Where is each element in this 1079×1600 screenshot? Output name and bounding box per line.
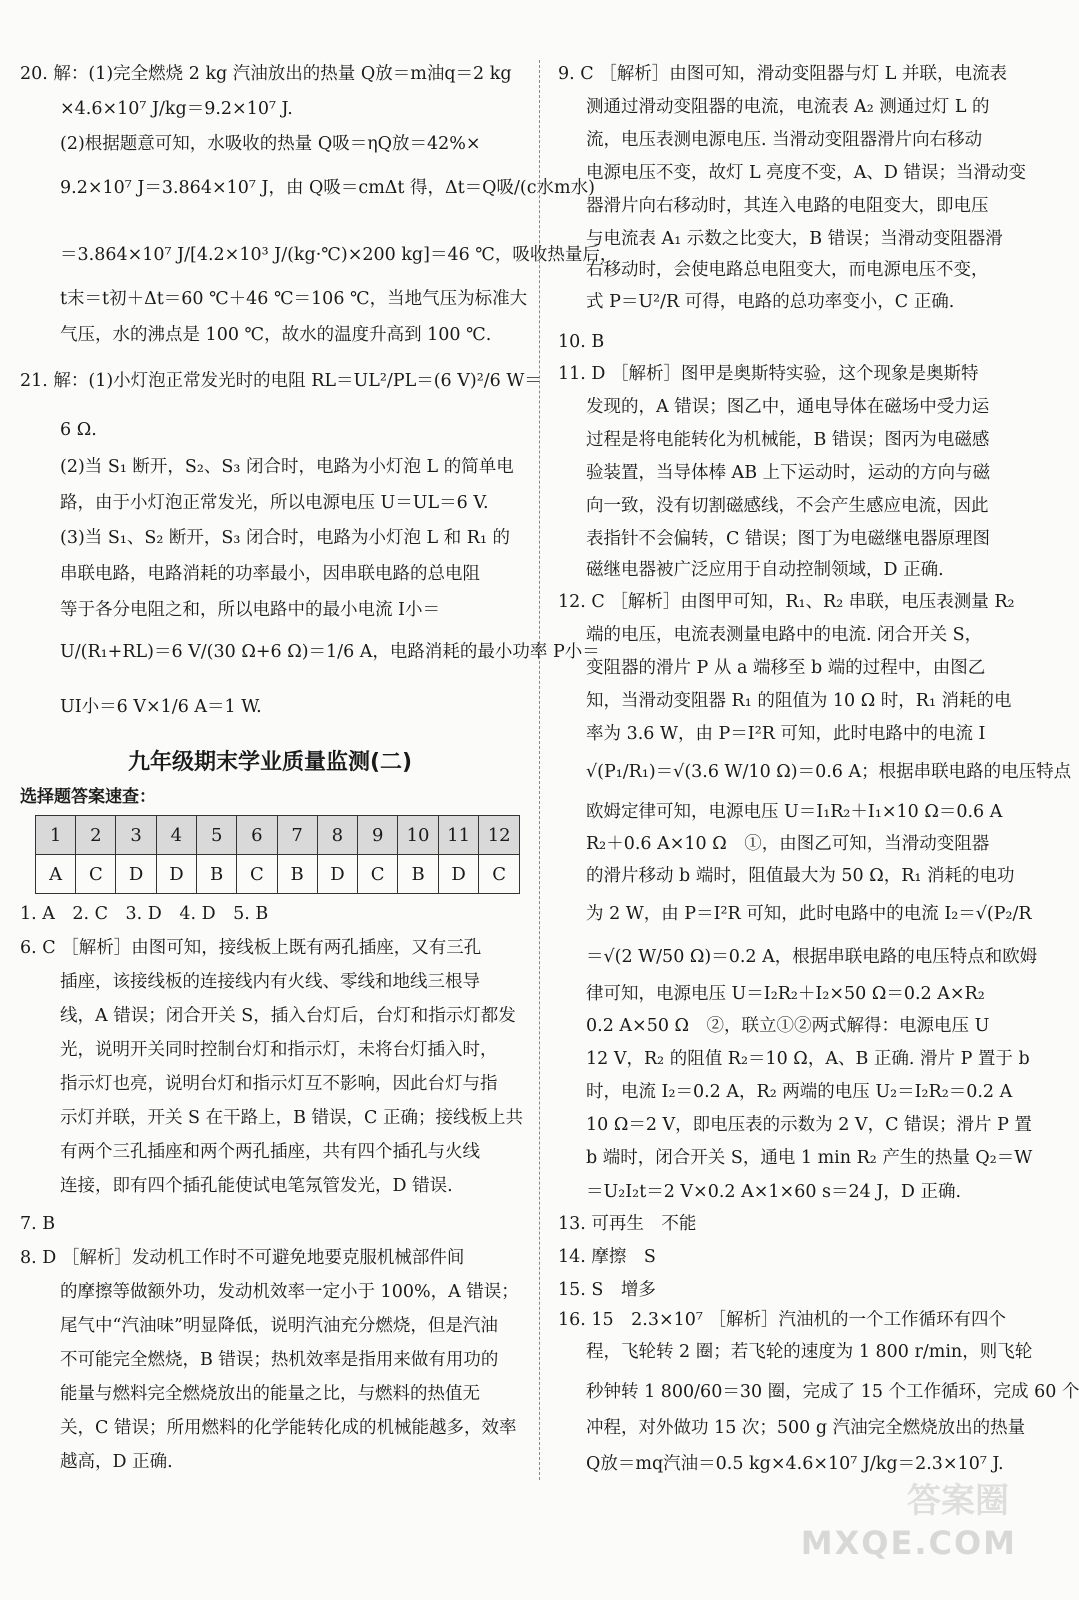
question-number-cell: 3 (116, 816, 156, 855)
text-line: 光，说明开关同时控制台灯和指示灯，未将台灯插入时， (60, 1040, 498, 1060)
question-number-cell: 6 (237, 816, 277, 855)
text-line: 串联电路，电路消耗的功率最小，因串联电路的总电阻 (60, 564, 480, 584)
text-line: 插座，该接线板的连接线内有火线、零线和地线三根导 (60, 972, 480, 992)
text-line: 流，电压表测电源电压. 当滑动变阻器滑片向右移动 (586, 130, 983, 150)
question-number-cell: 10 (398, 816, 439, 855)
text-line: 指示灯也亮，说明台灯和指示灯互不影响，因此台灯与指 (60, 1074, 498, 1094)
text-line: 式 P＝U²/R 可得，电路的总功率变小，C 正确. (586, 292, 955, 312)
text-line: 为 2 W，由 P＝I²R 可知，此时电路中的电流 I₂＝√(P₂/R (586, 904, 1032, 924)
text-line: 10. B (558, 332, 605, 352)
answer-cell: B (277, 855, 317, 894)
answer-cell: D (438, 855, 479, 894)
text-line: 1. A 2. C 3. D 4. D 5. B (20, 904, 269, 924)
question-number-cell: 12 (479, 816, 520, 855)
text-line: 向一致，没有切割磁感线，不会产生感应电流，因此 (586, 496, 989, 516)
right-column (558, 0, 1079, 1600)
question-number-cell: 1 (36, 816, 76, 855)
text-line: 端的电压，电流表测量电路中的电流. 闭合开关 S， (586, 625, 983, 645)
text-line: 13. 可再生 不能 (558, 1214, 697, 1234)
question-number-cell: 4 (156, 816, 196, 855)
text-line: 关，C 错误；所用燃料的化学能转化成的机械能越多，效率 (60, 1418, 517, 1438)
text-line: 10 Ω＝2 V，即电压表的示数为 2 V，C 错误；滑片 P 置 (586, 1115, 1032, 1135)
section-title: 九年级期末学业质量监测(二) (127, 750, 413, 775)
text-line: b 端时，闭合开关 S，通电 1 min R₂ 产生的热量 Q₂＝W (586, 1148, 1033, 1168)
column-divider (539, 60, 540, 1480)
text-line: 20. 解：(1)完全燃烧 2 kg 汽油放出的热量 Q放＝m油q＝2 kg (20, 64, 512, 84)
text-line: 12. C ［解析］由图甲可知，R₁、R₂ 串联，电压表测量 R₂ (558, 592, 1015, 612)
text-line: 16. 15 2.3×10⁷ ［解析］汽油机的一个工作循环有四个 (558, 1310, 1007, 1330)
watermark-text-bottom: MXQE.COM (800, 1524, 1017, 1562)
text-line: 路，由于小灯泡正常发光，所以电源电压 U＝UL＝6 V. (60, 493, 489, 513)
text-line: U/(R₁+RL)＝6 V/(30 Ω+6 Ω)＝1/6 A，电路消耗的最小功率 P小＝ (60, 642, 600, 662)
text-line: (3)当 S₁、S₂ 断开，S₃ 闭合时，电路为小灯泡 L 和 R₁ 的 (60, 528, 511, 548)
text-line: R₂＋0.6 A×10 Ω ①，由图乙可知，当滑动变阻器 (586, 834, 990, 854)
text-line: 气压，水的沸点是 100 ℃，故水的温度升高到 100 ℃. (60, 325, 492, 345)
text-line: 越高，D 正确. (60, 1452, 173, 1472)
text-line: 知，当滑动变阻器 R₁ 的阻值为 10 Ω 时，R₁ 消耗的电 (586, 691, 1012, 711)
text-line: 的滑片移动 b 端时，阻值最大为 50 Ω，R₁ 消耗的电功 (586, 866, 1015, 886)
text-line: 程，飞轮转 2 圈；若飞轮的速度为 1 800 r/min，则飞轮 (586, 1342, 1033, 1362)
text-line: 测通过滑动变阻器的电流，电流表 A₂ 测通过灯 L 的 (586, 97, 990, 117)
watermark-logo (800, 1480, 1039, 1580)
text-line: 有两个三孔插座和两个两孔插座，共有四个插孔与火线 (60, 1142, 480, 1162)
answer-table (35, 815, 520, 894)
answer-cell: D (156, 855, 196, 894)
text-line: 线，A 错误；闭合开关 S，插入台灯后，台灯和指示灯都发 (60, 1006, 516, 1026)
answer-cell: D (317, 855, 357, 894)
text-line: 磁继电器被广泛应用于自动控制领域，D 正确. (586, 560, 944, 580)
text-line: 7. B (20, 1214, 56, 1234)
answer-cell: A (36, 855, 76, 894)
text-line: 能量与燃料完全燃烧放出的能量之比，与燃料的热值无 (60, 1384, 480, 1404)
text-line: 14. 摩擦 S (558, 1247, 656, 1267)
text-line: 8. D ［解析］发动机工作时不可避免地要克服机械部件间 (20, 1248, 465, 1268)
text-line: ×4.6×10⁷ J/kg＝9.2×10⁷ J. (60, 99, 293, 119)
text-line: 时，电流 I₂＝0.2 A，R₂ 两端的电压 U₂＝I₂R₂＝0.2 A (586, 1082, 1013, 1102)
question-number-cell: 7 (277, 816, 317, 855)
question-number-cell: 9 (358, 816, 398, 855)
text-line: 11. D ［解析］图甲是奥斯特实验，这个现象是奥斯特 (558, 364, 979, 384)
text-line: 器滑片向右移动时，其连入电路的电阻变大，即电压 (586, 196, 989, 216)
answer-cell: B (197, 855, 237, 894)
text-line: 秒钟转 1 800/60＝30 圈，完成了 15 个工作循环，完成 60 个 (586, 1382, 1079, 1402)
text-line: ＝√(2 W/50 Ω)＝0.2 A，根据串联电路的电压特点和欧姆 (586, 947, 1038, 967)
text-line: 发现的，A 错误；图乙中，通电导体在磁场中受力运 (586, 397, 990, 417)
text-line: 不可能完全燃烧，B 错误；热机效率是指用来做有用功的 (60, 1350, 499, 1370)
text-line: ＝3.864×10⁷ J/[4.2×10³ J/(kg·℃)×200 kg]＝46 ℃，吸收热量后， (60, 245, 618, 265)
text-line: t末＝t初＋Δt＝60 ℃＋46 ℃＝106 ℃，当地气压为标准大 (60, 289, 528, 309)
text-line: 冲程，对外做功 15 次；500 g 汽油完全燃烧放出的热量 (586, 1418, 1026, 1438)
text-line: 右移动时，会使电路总电阻变大，而电源电压不变， (586, 260, 989, 280)
answer-cell: D (116, 855, 156, 894)
answer-cell: C (358, 855, 398, 894)
text-line: 过程是将电能转化为机械能，B 错误；图丙为电磁感 (586, 430, 990, 450)
watermark-text-top: 答案圈 (907, 1481, 1009, 1521)
answer-table-answer-row (36, 855, 520, 894)
text-line: 电源电压不变，故灯 L 亮度不变，A、D 错误；当滑动变 (586, 163, 1026, 183)
answer-table-header-row (36, 816, 520, 855)
text-line: 示灯并联，开关 S 在干路上，B 错误，C 正确；接线板上共 (60, 1108, 523, 1128)
text-line: √(P₁/R₁)＝√(3.6 W/10 Ω)＝0.6 A；根据串联电路的电压特点 (586, 762, 1072, 782)
text-line: 律可知，电源电压 U＝I₂R₂＋I₂×50 Ω＝0.2 A×R₂ (586, 984, 985, 1004)
text-line: 6 Ω. (60, 420, 97, 440)
text-line: 9.2×10⁷ J＝3.864×10⁷ J，由 Q吸＝cmΔt 得，Δt＝Q吸/(c水m水) (60, 178, 595, 198)
text-line: UI小＝6 V×1/6 A＝1 W. (60, 697, 262, 717)
text-line: 6. C ［解析］由图可知，接线板上既有两孔插座，又有三孔 (20, 938, 482, 958)
text-line: (2)根据题意可知，水吸收的热量 Q吸＝ηQ放＝42%× (60, 134, 481, 154)
text-line: 与电流表 A₁ 示数之比变大，B 错误；当滑动变阻器滑 (586, 229, 1003, 249)
answer-cell: C (237, 855, 277, 894)
text-line: 表指针不会偏转，C 错误；图丁为电磁继电器原理图 (586, 529, 990, 549)
text-line: ＝U₂I₂t＝2 V×0.2 A×1×60 s＝24 J，D 正确. (586, 1182, 962, 1202)
text-line: (2)当 S₁ 断开，S₂、S₃ 闭合时，电路为小灯泡 L 的简单电 (60, 457, 514, 477)
text-line: 21. 解：(1)小灯泡正常发光时的电阻 RL＝UL²/PL＝(6 V)²/6 W＝ (20, 371, 542, 391)
text-line: 尾气中“汽油味”明显降低，说明汽油充分燃烧，但是汽油 (60, 1316, 498, 1336)
text-line: 0.2 A×50 Ω ②，联立①②两式解得：电源电压 U (586, 1016, 990, 1036)
quick-check-label: 选择题答案速查： (20, 787, 156, 807)
answer-cell: B (398, 855, 439, 894)
text-line: 验装置，当导体棒 AB 上下运动时，运动的方向与磁 (586, 463, 991, 483)
text-line: 15. S 增多 (558, 1280, 656, 1300)
text-line: Q放＝mq汽油＝0.5 kg×4.6×10⁷ J/kg＝2.3×10⁷ J. (586, 1454, 1004, 1474)
question-number-cell: 11 (438, 816, 479, 855)
text-line: 9. C ［解析］由图可知，滑动变阻器与灯 L 并联，电流表 (558, 64, 1007, 84)
text-line: 连接，即有四个插孔能使试电笔氖管发光，D 错误. (60, 1176, 453, 1196)
question-number-cell: 2 (76, 816, 116, 855)
text-line: 12 V，R₂ 的阻值 R₂＝10 Ω，A、B 正确. 滑片 P 置于 b (586, 1049, 1030, 1069)
text-line: 的摩擦等做额外功，发动机效率一定小于 100%，A 错误； (60, 1282, 519, 1302)
answer-cell: C (76, 855, 116, 894)
question-number-cell: 5 (197, 816, 237, 855)
question-number-cell: 8 (317, 816, 357, 855)
answer-cell: C (479, 855, 520, 894)
text-line: 欧姆定律可知，电源电压 U＝I₁R₂＋I₁×10 Ω＝0.6 A (586, 802, 1003, 822)
text-line: 等于各分电阻之和，所以电路中的最小电流 I小＝ (60, 600, 440, 620)
text-line: 变阻器的滑片 P 从 a 端移至 b 端的过程中，由图乙 (586, 658, 986, 678)
text-line: 率为 3.6 W，由 P＝I²R 可知，此时电路中的电流 I (586, 724, 986, 744)
